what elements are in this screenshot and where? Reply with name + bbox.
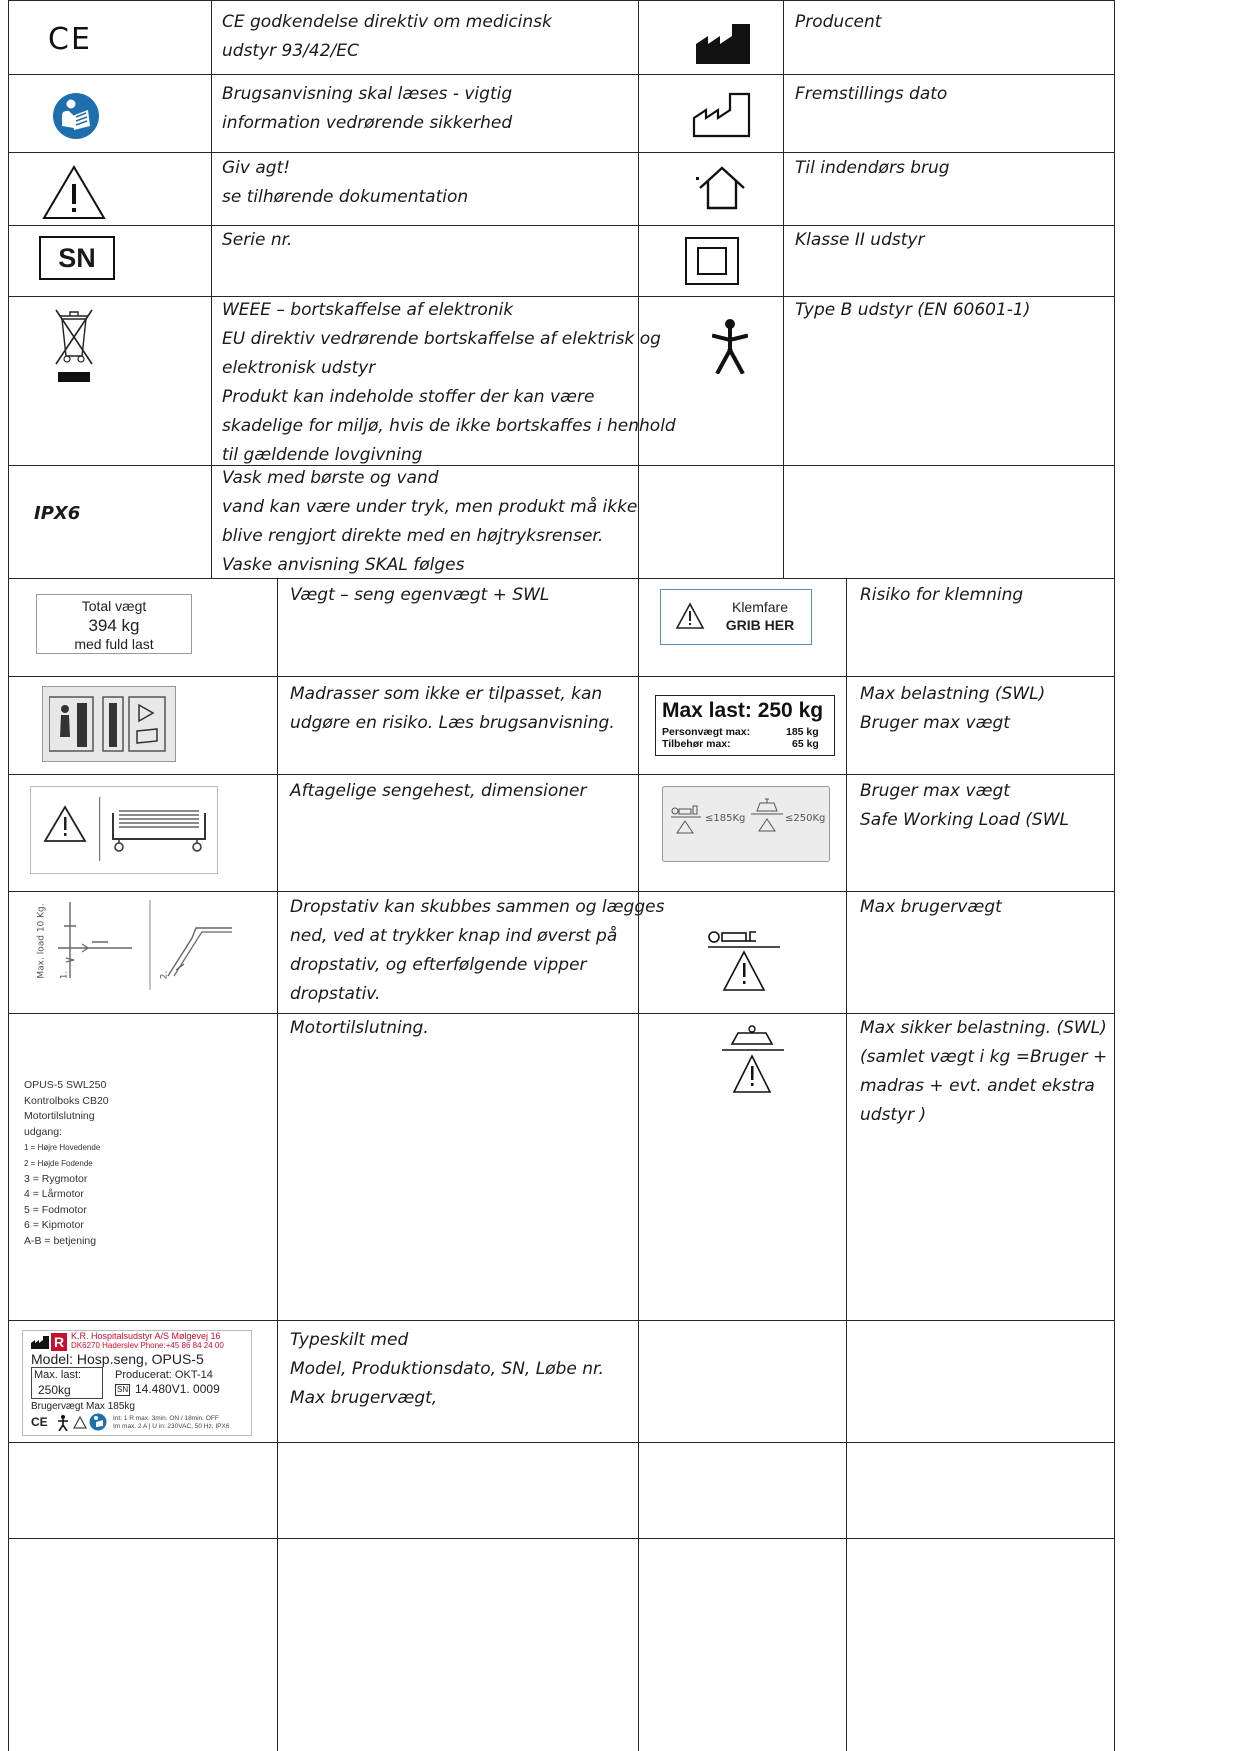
grid-line [8,225,1115,226]
safe-load-icon [749,797,785,837]
manufacturer-icon [31,1336,49,1349]
weee-bin-icon [50,304,98,384]
grid-line [638,0,639,578]
maxuser-description: Max brugervægt [860,897,1002,917]
weee-description: WEEE – bortskaffelse af elektronik EU direktiv vedrørende bortskaffelse af elektrisk og elektronisk udstyr Produkt kan indeholde stoffer der kan være skadelige for miljø, hvis de ikke bortskaffes i henhold til gældende lovgivning [222,300,676,465]
grid-line [1114,0,1115,578]
usermax-description: Bruger max vægt Safe Working Load (SWL [860,781,1069,830]
grid-line [8,0,1115,1]
warning-triangle-icon [73,1416,87,1429]
grid-line [277,578,278,1751]
caution-description: Giv agt! se tilhørende dokumentation [222,158,469,207]
manual-description: Brugsanvisning skal læses - vigtig information vedrørende sikkerhed [222,84,513,133]
maxload-description: Max belastning (SWL) Bruger max vægt [860,684,1046,733]
read-manual-icon [89,1413,107,1431]
indoor-description: Til indendørs brug [795,158,950,178]
max-user-weight-icon [706,930,782,994]
grid-line [8,1320,1115,1321]
manufacturer-icon [694,22,752,66]
pinch-description: Risiko for klemning [860,585,1024,605]
class-ii-icon [684,236,740,286]
ce-description: CE godkendelse direktiv om medicinsk udstyr 93/42/EC [222,12,552,61]
wash-description: Vask med børste og vand vand kan være under tryk, men produkt må ikke blive rengjort direkte med en højtryksrenser. Vaske anvisning SKAL følges [222,468,638,575]
warning-triangle-icon [675,602,705,630]
grid-line [8,774,1115,775]
grid-line [8,152,1115,153]
grid-line [8,0,9,578]
typeb-description: Type B udstyr (EN 60601-1) [795,300,1031,320]
max-load-label: Max last: 250 kg Personvægt max: 185 kg Tilbehør max: 65 kg [655,695,835,756]
grid-line [8,676,1115,677]
indoor-use-icon [696,164,748,212]
swl-description: Max sikker belastning. (SWL) (samlet vægt i kg =Bruger + madras + evt. andet ekstra udstyr ) [860,1018,1108,1125]
grid-line [8,578,9,1751]
manufacturer-description: Producent [795,12,882,32]
mattress-description: Madrasser som ikke er tilpasset, kan udgøre en risiko. Læs brugsanvisning. [290,684,615,733]
max-load-box: Max. last: 250kg [31,1367,103,1399]
grid-line [846,578,847,1751]
type-b-applied-part-icon [712,318,748,374]
ce-mark-icon: CE [48,22,92,57]
serial-description: Serie nr. [222,230,293,250]
mattress-pictogram-icon [49,693,169,755]
grid-line [211,0,212,578]
sn-box: SN [117,1385,129,1394]
grid-line [8,1538,1115,1539]
grid-line [783,0,784,578]
safe-working-load-icon [720,1024,786,1098]
grid-line [8,891,1115,892]
total-weight-label: Total vægt 394 kg med fuld last [36,594,192,654]
drip-description: Dropstativ kan skubbes sammen og lægges ned, ved at trykker knap ind øverst på dropstativ, og efterfølgende vipper dropstativ. [290,897,665,1004]
drip-stand-icon [52,898,232,992]
ipx6-rating: IPX6 [34,503,81,524]
pinch-hazard-label: Klemfare GRIB HER [660,589,812,645]
user-max-weight-label: ≤185Kg ≤250Kg [662,786,830,862]
read-manual-icon [52,92,100,140]
class2-description: Klasse II udstyr [795,230,925,250]
typeplate-description: Typeskilt med Model, Produktionsdato, SN, Løbe nr. Max brugervægt, [290,1330,604,1408]
manufacture-date-icon [692,92,752,138]
motor-connection-label: OPUS-5 SWL250 Kontrolboks CB20 Motortilslutning udgang: 1 = Højre Hovedende 2 = Højde Fodende 3 = Rygmotor 4 = Lårmotor 5 = Fodmotor 6 = Kipmotor A-B = betjening [22,1060,118,1270]
type-b-applied-part-icon [57,1415,69,1431]
grid-line [638,578,639,1751]
siderail-label [30,786,218,874]
serial-number-icon: SN [39,236,115,280]
grid-line [1114,578,1115,1751]
motor-description: Motortilslutning. [290,1018,429,1038]
warning-triangle-icon [42,164,106,220]
type-plate-label: R K.R. Hospitalsudstyr A/S Mølgevej 16 DK6270 Haderslev Phone:+45 86 84 24 00 Model: Hosp.seng, OPUS-5 Max. last: 250kg Producerat: OKT-14 SN 14.480V1. 0009 Brugervægt Max 185kg CE Int: 1 R max. 3min. ON / 18min. OFF Im max. 2 A | U in: 230VAC, 50 Hz, IPX6 [22,1330,252,1436]
date-description: Fremstillings dato [795,84,948,104]
brand-logo: R [51,1333,67,1351]
siderail-description: Aftagelige sengehest, dimensioner [290,781,587,801]
grid-line [8,74,1115,75]
drip-stand-illustration: Max. load 10 Kg. 1. 2. [24,898,234,994]
siderail-pictogram-icon [39,793,211,865]
weight-description: Vægt – seng egenvægt + SWL [290,585,550,605]
ce-mark-icon: CE [31,1415,48,1429]
patient-weight-icon [671,801,705,837]
grid-line [8,1442,1115,1443]
mattress-warning-label [42,686,176,762]
